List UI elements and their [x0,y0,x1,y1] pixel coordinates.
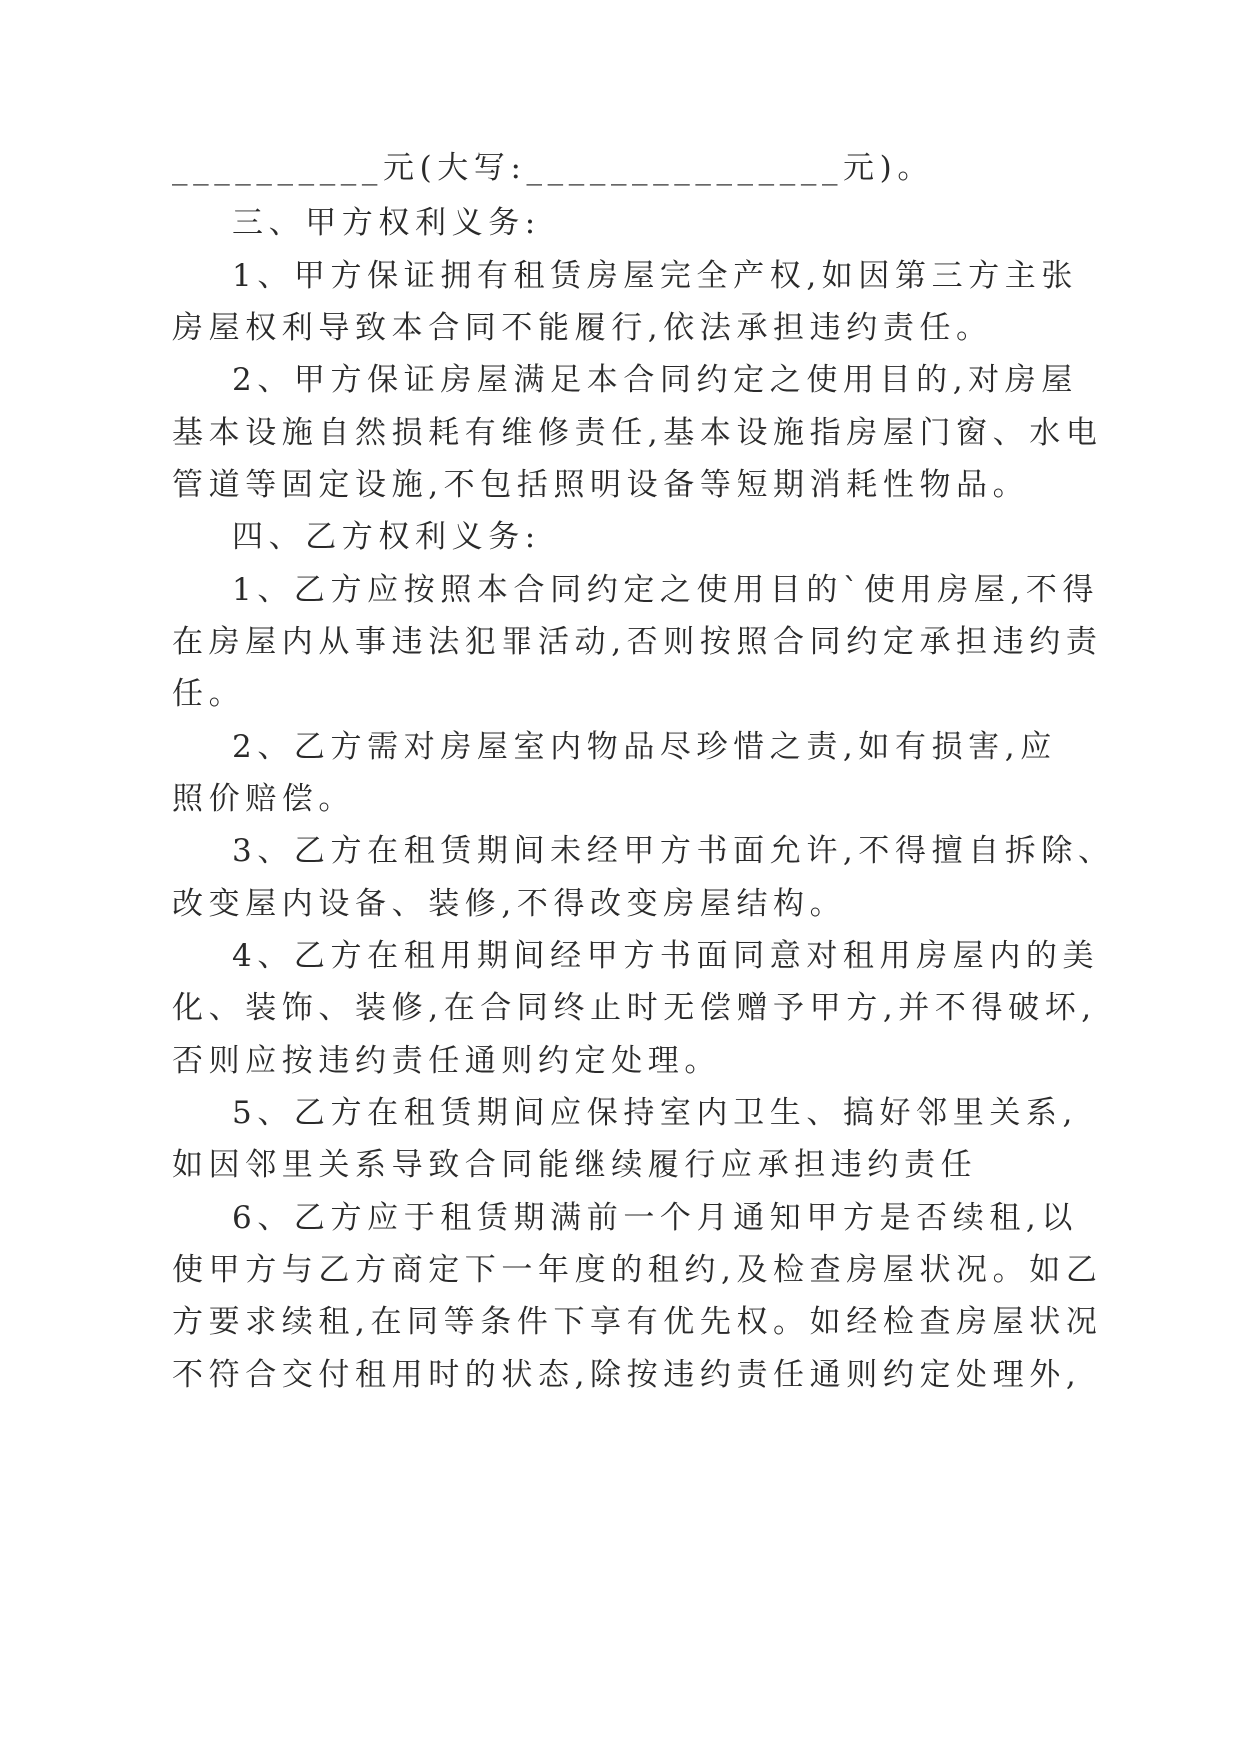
section-heading-lessor: 三、甲方权利义务: [232,205,541,241]
paragraph-line: 在房屋内从事违法犯罪活动,否则按照合同约定承担违约责 [172,624,1103,660]
paragraph-line: 基本设施自然损耗有维修责任,基本设施指房屋门窗、水电 [172,415,1103,451]
paragraph-line: 1、甲方保证拥有租赁房屋完全产权,如因第三方主张 [232,258,1078,294]
section-heading-lessee: 四、乙方权利义务: [232,519,541,555]
paragraph-line: 管道等固定设施,不包括照明设备等短期消耗性物品。 [172,467,1030,503]
paragraph-line: 不符合交付租用时的状态,除按违约责任通则约定处理外, [172,1357,1082,1393]
paragraph-line: 房屋权利导致本合同不能履行,依法承担违约责任。 [172,310,993,346]
paragraph-line: 1、乙方应按照本合同约定之使用目的`使用房屋,不得 [232,572,1100,608]
paragraph-line: 2、甲方保证房屋满足本合同约定之使用目的,对房屋 [232,362,1078,398]
paragraph-line: 4、乙方在租用期间经甲方书面同意对租用房屋内的美 [232,938,1100,974]
paragraph-line: 照价赔偿。 [172,781,355,817]
paragraph-line: 5、乙方在租赁期间应保持室内卫生、搞好邻里关系, [232,1095,1078,1131]
paragraph-line: 改变屋内设备、装修,不得改变房屋结构。 [172,886,847,922]
paragraph-line: 2、乙方需对房屋室内物品尽珍惜之责,如有损害,应 [232,729,1057,765]
paragraph-line: 否则应按违约责任通则约定处理。 [172,1043,721,1079]
paragraph-line: 3、乙方在租赁期间未经甲方书面允许,不得擅自拆除、 [232,833,1115,869]
paragraph-line: 任。 [172,676,246,712]
paragraph-line: 化、装饰、装修,在合同终止时无偿赠予甲方,并不得破坏, [172,990,1097,1026]
paragraph-line: 6、乙方应于租赁期满前一个月通知甲方是否续租,以 [232,1200,1078,1236]
paragraph-line: 如因邻里关系导致合同能继续履行应承担违约责任 [172,1147,978,1183]
paragraph-line: 使甲方与乙方商定下一年度的租约,及检查房屋状况。如乙 [172,1252,1103,1288]
paragraph-line: 方要求续租,在同等条件下享有优先权。如经检查房屋状况 [172,1304,1103,1340]
amount-line: __________元(大写:_______________元)。 [172,150,934,186]
